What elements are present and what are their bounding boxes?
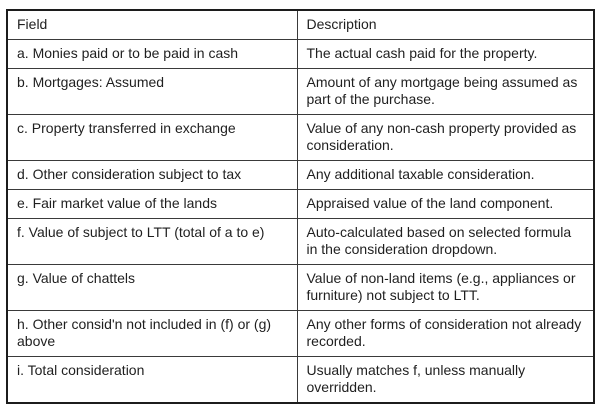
field-description-table — [6, 9, 595, 404]
description-cell: The actual cash paid for the property. — [297, 40, 594, 69]
table-row — [7, 190, 594, 219]
table-row — [7, 265, 594, 311]
description-cell: Value of non-land items (e.g., appliances or furniture) not subject to LTT. — [297, 265, 594, 311]
description-cell: Amount of any mortgage being assumed as part of the purchase. — [297, 69, 594, 115]
table-row — [7, 161, 594, 190]
field-cell: h. Other consid'n not included in (f) or (g) above — [7, 311, 297, 357]
description-cell: Any other forms of consideration not already recorded. — [297, 311, 594, 357]
description-cell: Any additional taxable consideration. — [297, 161, 594, 190]
field-cell: e. Fair market value of the lands — [7, 190, 297, 219]
field-cell: f. Value of subject to LTT (total of a to e) — [7, 219, 297, 265]
field-cell: g. Value of chattels — [7, 265, 297, 311]
description-cell: Auto-calculated based on selected formula in the consideration dropdown. — [297, 219, 594, 265]
description-cell: Appraised value of the land component. — [297, 190, 594, 219]
field-cell: b. Mortgages: Assumed — [7, 69, 297, 115]
table-row — [7, 219, 594, 265]
field-cell: d. Other consideration subject to tax — [7, 161, 297, 190]
table-row — [7, 115, 594, 161]
table-header-row — [7, 10, 594, 40]
table-row — [7, 357, 594, 404]
field-cell: c. Property transferred in exchange — [7, 115, 297, 161]
table-row — [7, 69, 594, 115]
field-cell: a. Monies paid or to be paid in cash — [7, 40, 297, 69]
description-cell: Value of any non-cash property provided as consideration. — [297, 115, 594, 161]
column-header-description: Description — [297, 10, 594, 40]
table-row — [7, 311, 594, 357]
field-cell: i. Total consideration — [7, 357, 297, 404]
column-header-field: Field — [7, 10, 297, 40]
table-row — [7, 40, 594, 69]
description-cell: Usually matches f, unless manually overridden. — [297, 357, 594, 404]
